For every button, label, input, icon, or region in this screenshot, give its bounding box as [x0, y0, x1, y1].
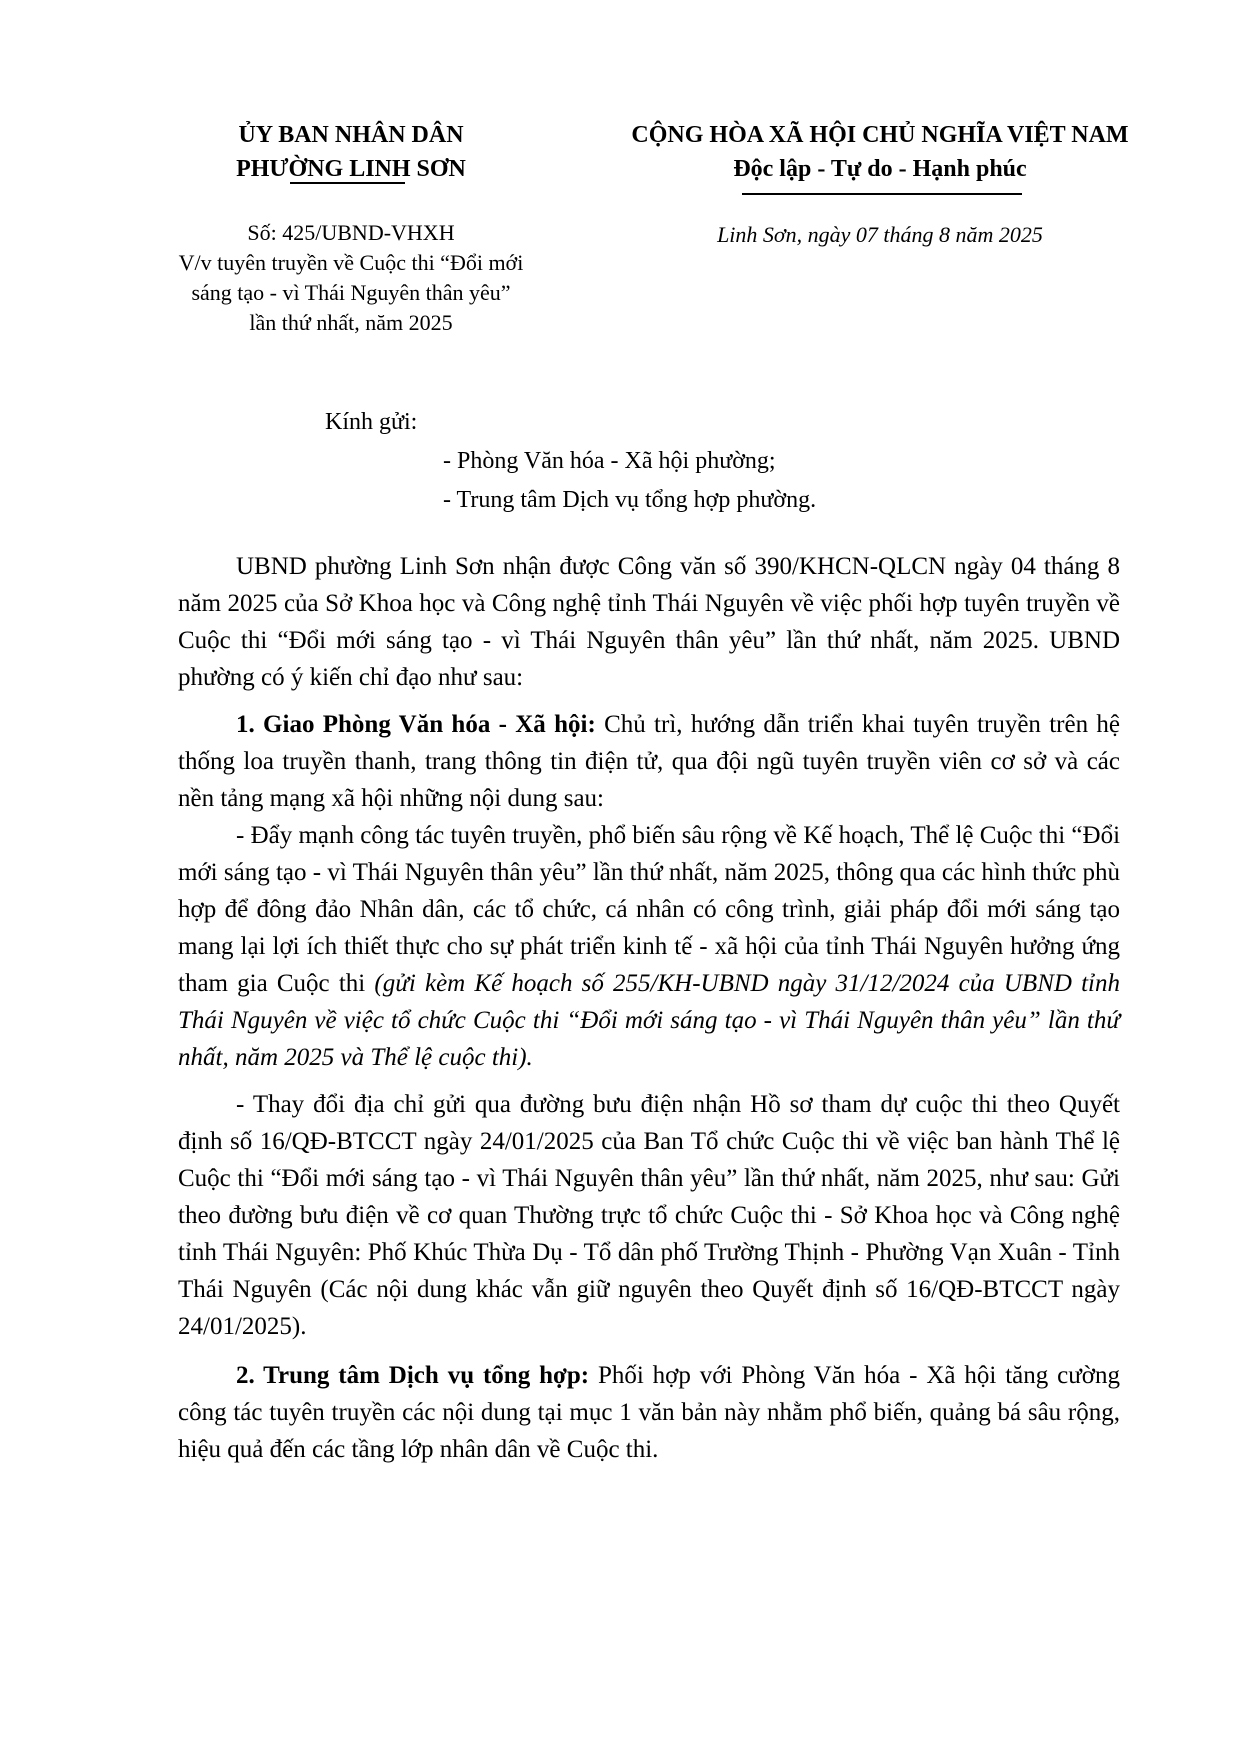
recipient-label: Kính gửi: — [325, 409, 418, 435]
doc-subject-line-3: lần thứ nhất, năm 2025 — [249, 310, 453, 335]
section-1-bullet-1-text: - Đẩy mạnh công tác tuyên truyền, phổ biến sâu rộng về Kế hoạch, Thể lệ Cuộc thi “Đổi mới sáng tạo - vì Thái Nguyên thân yêu” lần thứ nhất, năm 2025, thông qua các hình thức phù hợp để đông đảo Nhân dân, các tổ chức, cá nhân có công trình, giải pháp đổi mới sáng tạo mang lại lợi ích thiết thực cho sự phát triển kinh tế - xã hội của tỉnh Thái Nguyên hưởng ứng tham gia Cuộc thi — [178, 822, 1121, 997]
national-header — [585, 118, 1175, 186]
motto-underline — [742, 193, 1022, 195]
section-2 — [178, 1357, 1120, 1468]
section-1-text: Chủ trì, hướng dẫn triển khai tuyên truyền trên hệ thống loa truyền thanh, trang thông tin điện tử, qua đội ngũ tuyên truyền viên cơ sở và các nền tảng mạng xã hội những nội dung sau: — [178, 711, 1120, 812]
doc-reference-block — [156, 218, 546, 338]
recipient-1: - Phòng Văn hóa - Xã hội phường; — [443, 448, 776, 474]
national-motto: Độc lập - Tự do - Hạnh phúc — [733, 156, 1027, 182]
doc-subject-line-2: sáng tạo - vì Thái Nguyên thân yêu” — [191, 280, 511, 305]
section-2-text: Phối hợp với Phòng Văn hóa - Xã hội tăng cường công tác tuyên truyền các nội dung tại mục 1 văn bản này nhằm phổ biến, quảng bá sâu rộng, hiệu quả đến các tầng lớp nhân dân về Cuộc thi. — [178, 1362, 1121, 1463]
issuer-ward: PHƯỜNG LINH SƠN — [236, 156, 466, 182]
issuer-committee: ỦY BAN NHÂN DÂN — [238, 122, 464, 148]
document-body — [178, 548, 1120, 1468]
issuer-block — [196, 118, 506, 186]
doc-subject-line-1: V/v tuyên truyền về Cuộc thi “Đổi mới — [178, 250, 524, 275]
nation-name: CỘNG HÒA XÃ HỘI CHỦ NGHĨA VIỆT NAM — [631, 122, 1129, 148]
intro-paragraph: UBND phường Linh Sơn nhận được Công văn số 390/KHCN-QLCN ngày 04 tháng 8 năm 2025 của Sở Khoa học và Công nghệ tỉnh Thái Nguyên về việc phối hợp tuyên truyền về Cuộc thi “Đổi mới sáng tạo - vì Thái Nguyên thân yêu” lần thứ nhất, năm 2025. UBND phường có ý kiến chỉ đạo như sau: — [178, 553, 1120, 691]
place-date: Linh Sơn, ngày 07 tháng 8 năm 2025 — [717, 222, 1043, 247]
section-1-bullet-1 — [178, 817, 1120, 1076]
recipient-2: - Trung tâm Dịch vụ tổng hợp phường. — [443, 487, 817, 513]
section-1 — [178, 706, 1120, 817]
doc-number: Số: 425/UBND-VHXH — [247, 220, 455, 245]
section-1-bullet-1-attachment: (gửi kèm Kế hoạch số 255/KH-UBND ngày 31/12/2024 của UBND tỉnh Thái Nguyên về việc tổ chức Cuộc thi “Đổi mới sáng tạo - vì Thái Nguyên thân yêu” lần thứ nhất, năm 2025 và Thể lệ cuộc thi). — [178, 970, 1120, 1071]
section-1-bullet-2: - Thay đổi địa chỉ gửi qua đường bưu điện nhận Hồ sơ tham dự cuộc thi theo Quyết định số 16/QĐ-BTCCT ngày 24/01/2025 của Ban Tổ chức Cuộc thi về việc ban hành Thể lệ Cuộc thi “Đổi mới sáng tạo - vì Thái Nguyên thân yêu” lần thứ nhất, năm 2025, như sau: Gửi theo đường bưu điện về cơ quan Thường trực tổ chức Cuộc thi - Sở Khoa học và Công nghệ tỉnh Thái Nguyên: Phố Khúc Thừa Dụ - Tổ dân phố Trường Thịnh - Phường Vạn Xuân - Tỉnh Thái Nguyên (Các nội dung khác vẫn giữ nguyên theo Quyết định số 16/QĐ-BTCCT ngày 24/01/2025). — [178, 1091, 1120, 1340]
issuer-underline — [290, 182, 405, 184]
section-1-heading: 1. Giao Phòng Văn hóa - Xã hội: — [236, 711, 596, 738]
section-2-heading: 2. Trung tâm Dịch vụ tổng hợp: — [236, 1362, 590, 1389]
